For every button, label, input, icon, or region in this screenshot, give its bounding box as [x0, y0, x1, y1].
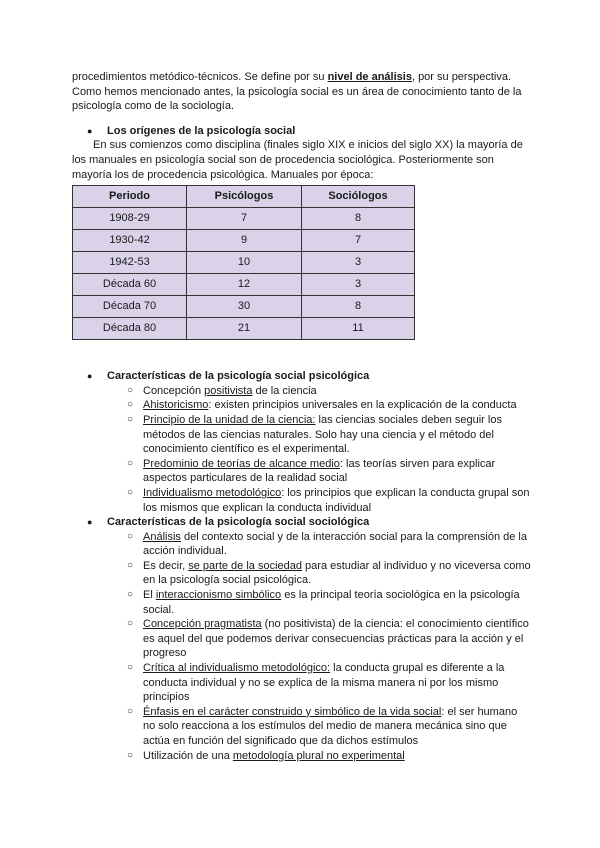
bullet-icon: ● [87, 125, 93, 136]
header-psicologos: Psicólogos [187, 186, 302, 208]
list-item: ○ Es decir, se parte de la sociedad para estudiar al individuo y no viceversa como en la psicología social psicológica. [127, 559, 531, 587]
psych-heading [72, 369, 532, 384]
list-item: ○ El interaccionismo simbólico es la principal teoría sociológica en la psicología social. [127, 589, 520, 616]
table-cell: Década 70 [73, 296, 187, 318]
table-row [73, 296, 415, 318]
document-page [72, 70, 532, 763]
intro-paragraph [72, 70, 532, 114]
circle-bullet-icon: ○ [127, 618, 134, 630]
circle-bullet-icon: ○ [127, 749, 134, 761]
table-row [73, 274, 415, 296]
origins-paragraph: En sus comienzos como disciplina (finales siglo XIX e inicios del siglo XX) la mayoría de los manuales en psicología social son de procedencia sociológica. Posteriormente son mayoría los de procedencia psicológica. Manuales por época: [72, 139, 523, 181]
intro-bold-term: nivel de análisis [327, 71, 412, 83]
table-cell: 9 [187, 230, 302, 252]
circle-bullet-icon: ○ [127, 486, 134, 498]
list-item: ○ Predominio de teorías de alcance medio: las teorías sirven para explicar aspectos particulares de la realidad social [127, 457, 496, 485]
table-cell: 30 [187, 296, 302, 318]
table-row [73, 318, 415, 340]
table-cell: 8 [302, 296, 415, 318]
header-sociologos: Sociólogos [302, 186, 415, 208]
list-item: ○ Análisis del contexto social y de la interacción social para la comprensión de la acción individual. [127, 530, 527, 558]
list-item: ○ Individualismo metodológico: los principios que explican la conducta grupal son los mismos que explican la conducta individual [127, 486, 530, 514]
list-item: ○ Principio de la unidad de la ciencia: las ciencias sociales deben seguir los métodos de las ciencias naturales. Solo hay una ciencia y el método del conocimiento científico es el experimental. [127, 413, 502, 456]
table-cell: 8 [302, 208, 415, 230]
circle-bullet-icon: ○ [127, 705, 134, 717]
table-row [73, 252, 415, 274]
circle-bullet-icon: ○ [127, 457, 134, 469]
circle-bullet-icon: ○ [127, 559, 134, 571]
origins-heading-text: Los orígenes de la psicología social [107, 124, 296, 137]
table-cell: 3 [302, 274, 415, 296]
list-item: ○ Utilización de una metodología plural no experimental [127, 749, 405, 762]
table-cell: 12 [187, 274, 302, 296]
bullet-icon: ● [87, 371, 93, 382]
table-cell: 7 [187, 208, 302, 230]
socio-heading [72, 515, 532, 530]
manuals-table [72, 185, 415, 340]
intro-text: procedimientos metódico-técnicos. Se define por su [72, 71, 328, 83]
circle-bullet-icon: ○ [127, 413, 134, 425]
list-item: ○ Concepción positivista de la ciencia [127, 384, 317, 397]
table-cell: 1930-42 [73, 230, 187, 252]
bullet-icon: ● [87, 517, 93, 528]
table-cell: 11 [302, 318, 415, 340]
circle-bullet-icon: ○ [127, 530, 134, 542]
list-item: ○ Énfasis en el carácter construido y simbólico de la vida social: el ser humano no solo reacciona a los estímulos del medio de manera mecánica sino que actúa en función del significado que da dichos estímulos [127, 705, 518, 747]
table-row [73, 208, 415, 230]
table-cell: 1942-53 [73, 252, 187, 274]
table-cell: 10 [187, 252, 302, 274]
header-periodo: Periodo [73, 186, 187, 208]
circle-bullet-icon: ○ [127, 399, 134, 411]
intro-text-end: , por su perspectiva. Como hemos mencionado antes, la psicología social es un área de conocimiento tanto de la psicología como de la sociología. [72, 71, 522, 113]
table-row [73, 230, 415, 252]
table-cell: 3 [302, 252, 415, 274]
circle-bullet-icon: ○ [127, 662, 134, 674]
table-cell: 1908-29 [73, 208, 187, 230]
list-item: ○ Ahistoricismo: existen principios universales en la explicación de la conducta [127, 399, 517, 412]
psych-heading-text: Características de la psicología social psicológica [107, 370, 370, 383]
table-cell: 21 [187, 318, 302, 340]
table-cell: Década 60 [73, 274, 187, 296]
list-item: ○ Concepción pragmatista (no positivista) de la ciencia: el conocimiento científico es aquel del que podemos derivar consecuencias prácticas para la acción y el progreso [127, 618, 529, 660]
table-header-row [73, 186, 415, 208]
table-cell: 7 [302, 230, 415, 252]
socio-heading-text: Características de la psicología social sociológica [107, 516, 370, 529]
origins-heading [72, 124, 532, 139]
table-cell: Década 80 [73, 318, 187, 340]
list-item: ○ Crítica al individualismo metodológico: la conducta grupal es diferente a la conducta individual y no se explica de la misma manera ni por los mismo principios [127, 662, 505, 704]
circle-bullet-icon: ○ [127, 589, 134, 601]
circle-bullet-icon: ○ [127, 384, 134, 396]
